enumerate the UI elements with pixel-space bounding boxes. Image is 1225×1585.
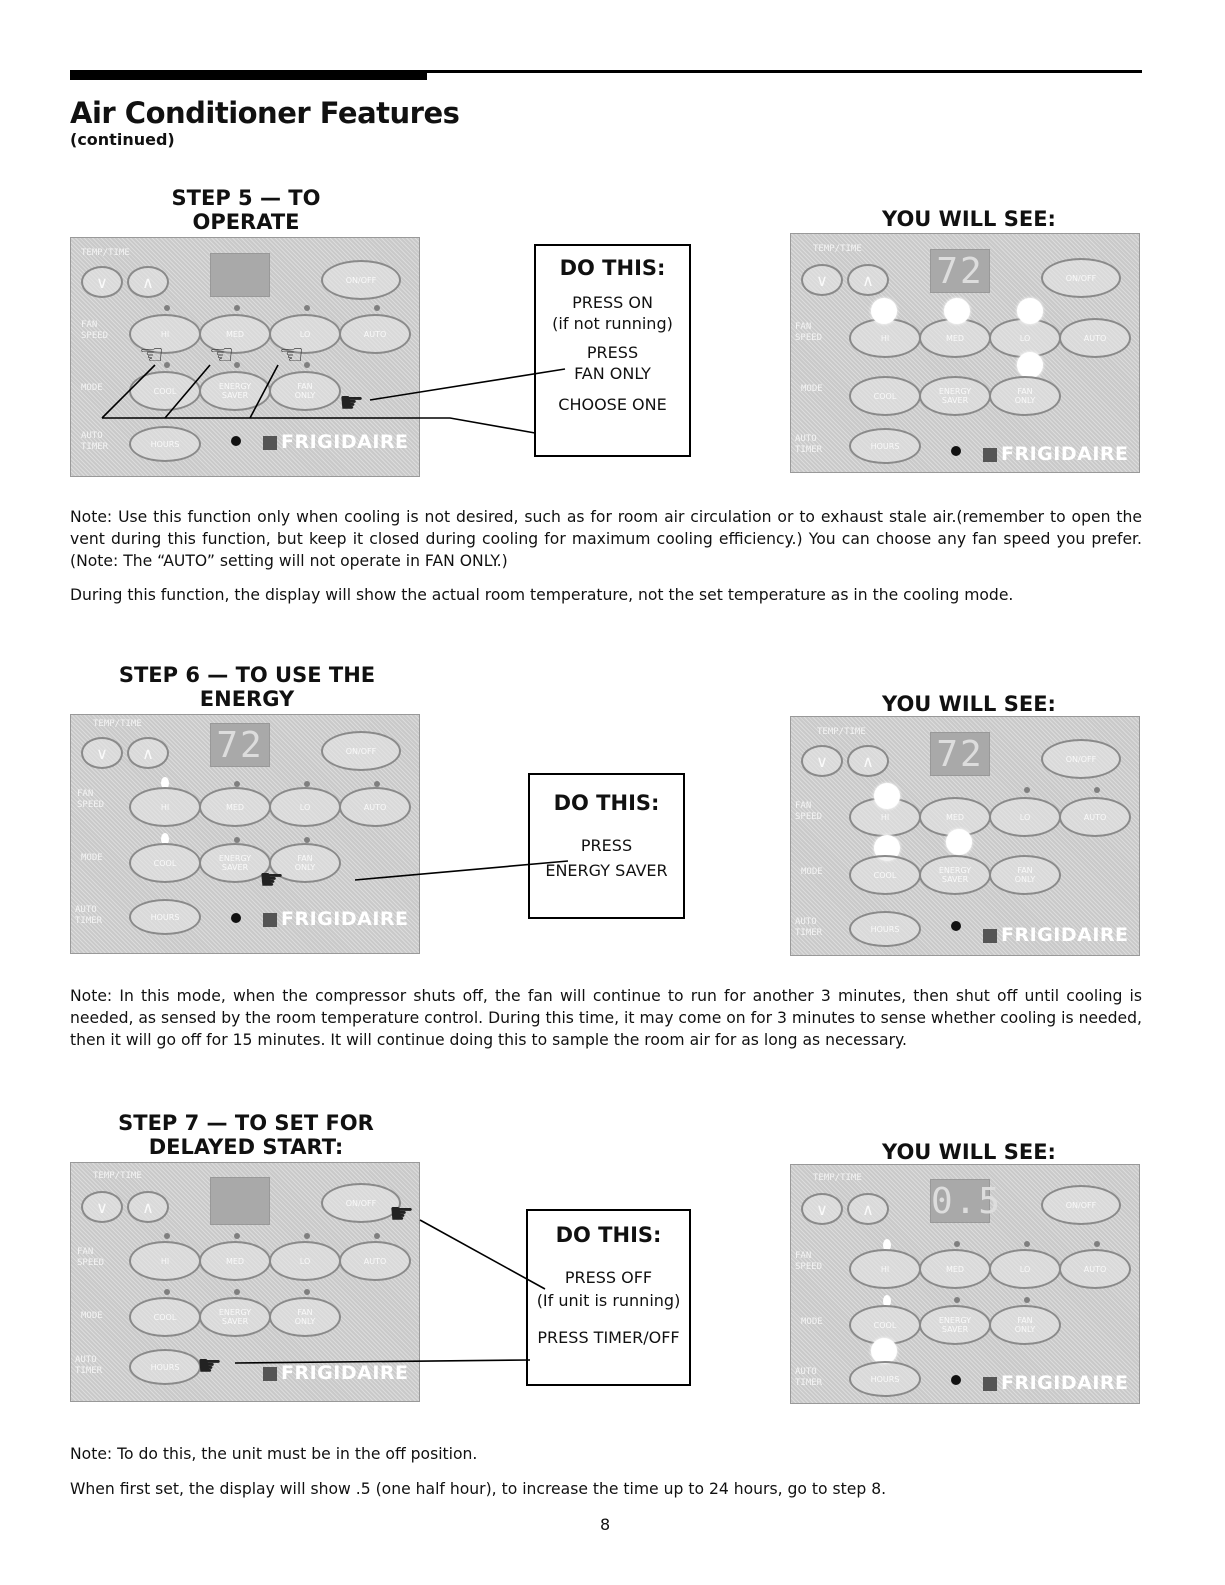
temp-down-button: ∨ — [81, 1191, 123, 1223]
page-number: 8 — [600, 1515, 611, 1534]
auto-button: AUTO — [1059, 797, 1131, 837]
brand-logo-icon — [263, 436, 277, 450]
fan-only-button: FAN ONLY — [269, 843, 341, 883]
on-off-button: ON/OFF — [1041, 258, 1121, 298]
energy-saver-button: ENERGY SAVER — [199, 371, 271, 411]
temp-down-button: ∨ — [801, 264, 843, 296]
display — [210, 253, 270, 297]
cool-button: COOL — [849, 1305, 921, 1345]
energy-saver-button: ENERGY SAVER — [199, 843, 271, 883]
fan-only-button: FAN ONLY — [989, 376, 1061, 416]
step5-heading: STEP 5 — TO OPERATE — [171, 186, 321, 234]
med-button: MED — [919, 318, 991, 358]
page-subtitle: (continued) — [70, 130, 175, 149]
brand-logo-icon — [983, 929, 997, 943]
fan-only-button: FAN ONLY — [989, 1305, 1061, 1345]
hi-button: HI — [129, 314, 201, 354]
hi-button: HI — [129, 1241, 201, 1281]
temp-up-button: ∧ — [127, 737, 169, 769]
auto-timer-label: AUTO TIMER — [795, 434, 823, 455]
pointing-hand-icon: ☛ — [259, 863, 285, 896]
pointing-hand-icon: ☜ — [209, 338, 235, 371]
on-off-button: ON/OFF — [321, 731, 401, 771]
cool-button: COOL — [129, 843, 201, 883]
fan-only-button: FAN ONLY — [269, 371, 341, 411]
header-rule-accent — [70, 70, 427, 80]
auto-timer-label: AUTO TIMER — [75, 905, 103, 926]
med-button: MED — [919, 1249, 991, 1289]
energy-saver-button: ENERGY SAVER — [919, 1305, 991, 1345]
step7-note: Note: To do this, the unit must be in the off position. — [70, 1445, 478, 1463]
brand-logo-icon — [983, 1377, 997, 1391]
fan-speed-label: FAN SPEED — [81, 320, 109, 341]
indicator-light — [946, 829, 972, 855]
cool-button: COOL — [129, 1297, 201, 1337]
auto-button: AUTO — [1059, 318, 1131, 358]
fan-speed-label: FAN SPEED — [795, 322, 823, 343]
cool-button: COOL — [849, 855, 921, 895]
lo-button: LO — [269, 1241, 341, 1281]
step5-do-this-box: DO THIS: PRESS ON (if not running) PRESS FAN ONLY CHOOSE ONE — [534, 244, 691, 457]
lo-button: LO — [989, 797, 1061, 837]
fan-only-button: FAN ONLY — [989, 855, 1061, 895]
temp-down-button: ∨ — [801, 745, 843, 777]
brand-logo-icon — [263, 913, 277, 927]
cool-button: COOL — [849, 376, 921, 416]
brand-name: FRIGIDAIRE — [281, 431, 409, 453]
brand-logo-icon — [263, 1367, 277, 1381]
energy-saver-button: ENERGY SAVER — [919, 855, 991, 895]
indicator-light — [1017, 352, 1043, 378]
pointing-hand-icon: ☜ — [279, 338, 305, 371]
brand-logo-icon — [983, 448, 997, 462]
pointing-hand-icon: ☛ — [389, 1197, 415, 1230]
brand-name: FRIGIDAIRE — [281, 908, 409, 930]
med-button: MED — [199, 314, 271, 354]
auto-timer-label: AUTO TIMER — [795, 917, 823, 938]
hours-button: HOURS — [849, 428, 921, 464]
step7-panel-do: TEMP/TIME ∨ ∧ ON/OFF FAN SPEED HI MED LO AUTO MODE COOL ENERGY SAVER FAN ONLY AUTO TIMER HOURS FRIGIDAIRE ☛ ☛ — [70, 1162, 420, 1402]
indicator-light — [874, 783, 900, 809]
on-off-button: ON/OFF — [1041, 739, 1121, 779]
on-off-button: ON/OFF — [1041, 1185, 1121, 1225]
auto-timer-label: AUTO TIMER — [795, 1367, 823, 1388]
brand-name: FRIGIDAIRE — [281, 1362, 409, 1384]
step5-note-2: During this function, the display will show the actual room temperature, not the set temperature as in the cooling mode. — [70, 586, 1014, 604]
on-off-button: ON/OFF — [321, 1183, 401, 1223]
auto-timer-label: AUTO TIMER — [81, 431, 109, 452]
hours-button: HOURS — [129, 426, 201, 462]
step5-note: Note: Use this function only when cooling is not desired, such as for room air circulation or to exhaust stale air.(remember to open the vent during this function, but keep it closed during cooling for maximum cooling efficiency.) You can choose any fan speed you prefer. (Note: The “AUTO” setting will not operate in FAN ONLY.) — [70, 508, 1142, 570]
step7-do-this-box: DO THIS: PRESS OFF (If unit is running) PRESS TIMER/OFF — [526, 1209, 691, 1386]
energy-saver-button: ENERGY SAVER — [199, 1297, 271, 1337]
step7-heading: STEP 7 — TO SET FOR DELAYED START: — [118, 1111, 374, 1159]
fan-speed-label: FAN SPEED — [77, 789, 105, 810]
step5-you-will-see: YOU WILL SEE: — [882, 207, 1056, 231]
temp-up-button: ∧ — [847, 745, 889, 777]
med-button: MED — [199, 787, 271, 827]
step5-panel-see: TEMP/TIME ∨ ∧ 72 ON/OFF FAN SPEED HI MED LO AUTO MODE COOL ENERGY SAVER FAN ONLY AUTO TIMER HOURS FRIGIDAIRE — [790, 233, 1140, 473]
temp-down-button: ∨ — [801, 1193, 843, 1225]
hours-button: HOURS — [849, 1361, 921, 1397]
power-indicator — [951, 446, 961, 456]
hi-button: HI — [849, 318, 921, 358]
step7-panel-see: TEMP/TIME ∨ ∧ 0.5 ON/OFF FAN SPEED HI MED LO AUTO MODE COOL ENERGY SAVER FAN ONLY AUTO TIMER HOURS FRIGIDAIRE — [790, 1164, 1140, 1404]
auto-timer-label: AUTO TIMER — [75, 1355, 103, 1376]
auto-button: AUTO — [339, 787, 411, 827]
hi-button: HI — [849, 1249, 921, 1289]
step6-panel-do: TEMP/TIME ∨ ∧ 72 ON/OFF FAN SPEED HI MED LO AUTO MODE COOL ENERGY SAVER FAN ONLY AUTO TIMER HOURS FRIGIDAIRE ☛ — [70, 714, 420, 954]
temp-up-button: ∧ — [847, 264, 889, 296]
pointing-hand-icon: ☛ — [197, 1349, 223, 1382]
med-button: MED — [919, 797, 991, 837]
display — [210, 1177, 270, 1225]
brand-name: FRIGIDAIRE — [1001, 924, 1129, 946]
display: 0.5 — [931, 1181, 1003, 1222]
power-indicator — [231, 913, 241, 923]
indicator-light — [1017, 298, 1043, 324]
fan-speed-label: FAN SPEED — [795, 1251, 823, 1272]
temp-down-button: ∨ — [81, 266, 123, 298]
lo-button: LO — [269, 787, 341, 827]
lo-button: LO — [989, 1249, 1061, 1289]
display: 72 — [210, 723, 270, 767]
display: 72 — [930, 732, 990, 776]
on-off-button: ON/OFF — [321, 260, 401, 300]
power-indicator — [951, 1375, 961, 1385]
indicator-light — [944, 298, 970, 324]
hours-button: HOURS — [849, 911, 921, 947]
cool-button: COOL — [129, 371, 201, 411]
hours-button: HOURS — [129, 1349, 201, 1385]
temp-up-button: ∧ — [127, 266, 169, 298]
hi-button: HI — [849, 797, 921, 837]
step5-panel-do: TEMP/TIME ∨ ∧ ON/OFF FAN SPEED HI MED LO AUTO MODE COOL ENERGY SAVER FAN ONLY AUTO TIMER HOURS FRIGIDAIRE ☜ ☜ ☜ ☛ — [70, 237, 420, 477]
auto-button: AUTO — [339, 1241, 411, 1281]
step6-note: Note: In this mode, when the compressor shuts off, the fan will continue to run for another 3 minutes, then shut off until cooling is needed, as sensed by the room temperature control. During this time, it may come on for 3 minutes to sense whether cooling is needed, then it will go off for 15 minutes. It will continue doing this to sample the room air for as long as necessary. — [70, 987, 1142, 1049]
fan-only-button: FAN ONLY — [269, 1297, 341, 1337]
step7-note-2: When first set, the display will show .5 (one half hour), to increase the time up to 24 hours, go to step 8. — [70, 1480, 887, 1498]
brand-name: FRIGIDAIRE — [1001, 1372, 1129, 1394]
pointing-hand-icon: ☜ — [139, 338, 165, 371]
power-indicator — [231, 436, 241, 446]
lo-button: LO — [269, 314, 341, 354]
lo-button: LO — [989, 318, 1061, 358]
auto-button: AUTO — [339, 314, 411, 354]
step6-do-this-box: DO THIS: PRESS ENERGY SAVER — [528, 773, 685, 919]
power-indicator — [951, 921, 961, 931]
brand-name: FRIGIDAIRE — [1001, 443, 1129, 465]
energy-saver-button: ENERGY SAVER — [919, 376, 991, 416]
auto-button: AUTO — [1059, 1249, 1131, 1289]
temp-up-button: ∧ — [847, 1193, 889, 1225]
step6-you-will-see: YOU WILL SEE: — [882, 692, 1056, 716]
step7-you-will-see: YOU WILL SEE: — [882, 1140, 1056, 1164]
hi-button: HI — [129, 787, 201, 827]
pointing-hand-icon: ☛ — [339, 386, 365, 419]
indicator-light — [871, 298, 897, 324]
display: 72 — [930, 249, 990, 293]
med-button: MED — [199, 1241, 271, 1281]
fan-speed-label: FAN SPEED — [77, 1247, 105, 1268]
page-title: Air Conditioner Features — [70, 96, 460, 130]
step6-heading: STEP 6 — TO USE THE ENERGY — [118, 663, 376, 711]
hours-button: HOURS — [129, 899, 201, 935]
temp-down-button: ∨ — [81, 737, 123, 769]
fan-speed-label: FAN SPEED — [795, 801, 823, 822]
step6-panel-see: TEMP/TIME ∨ ∧ 72 ON/OFF FAN SPEED HI MED LO AUTO MODE COOL ENERGY SAVER FAN ONLY AUTO TIMER HOURS FRIGIDAIRE — [790, 716, 1140, 956]
temp-up-button: ∧ — [127, 1191, 169, 1223]
